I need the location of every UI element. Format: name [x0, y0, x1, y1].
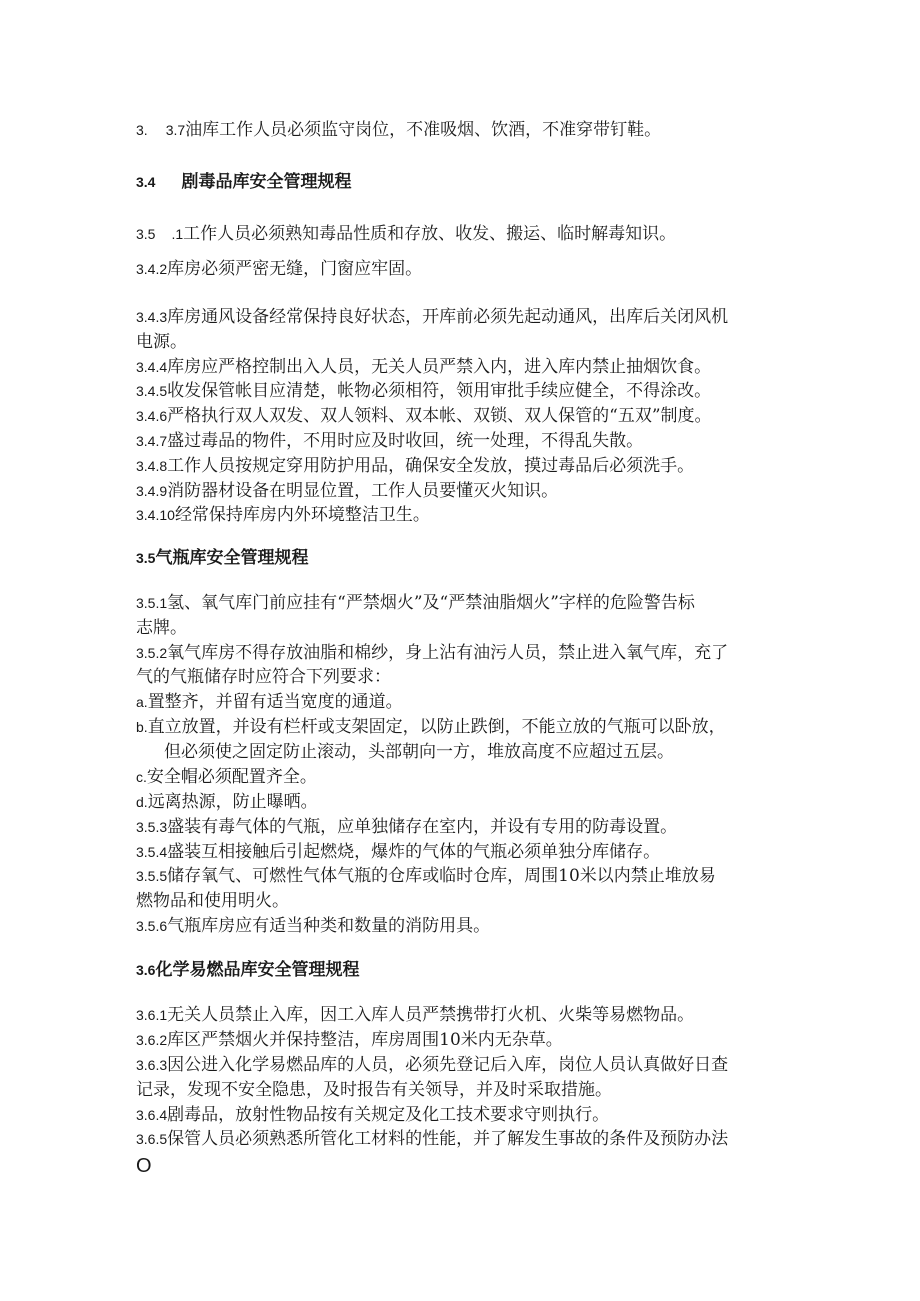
item-a: [136, 690, 796, 714]
clause-3-4-6: [136, 404, 796, 428]
section-heading-3-6: [136, 958, 796, 982]
clause-text: 氧气库房不得存放油脂和棉纱，身上沾有油污人员，禁止进入氧气库，充了: [167, 643, 729, 663]
clause-text: 库房通风设备经常保持良好状态，开库前必须先起动通风，出库后关闭风机: [167, 307, 729, 327]
clause-number: .1: [171, 226, 184, 242]
clause-number: 3.5.6: [136, 918, 168, 934]
item-letter: b.: [136, 719, 148, 735]
clause-number: 3.4.2: [136, 261, 168, 277]
clause-number: 3.5.2: [136, 645, 168, 661]
item-c: [136, 765, 796, 789]
clause-text: 储存氧气、可燃性气体气瓶的仓库或临时仓库，周围10米以内禁止堆放易: [167, 866, 716, 886]
item-d: [136, 790, 796, 814]
item-text: 远离热源，防止曝晒。: [147, 792, 318, 812]
clause-3-4-1: [136, 222, 796, 246]
clause-3-5-2: [136, 641, 796, 665]
clause-text: 严格执行双人双发、双人领料、双本帐、双锁、双人保管的“五双”制度。: [167, 406, 712, 426]
clause-3-6-4: [136, 1103, 796, 1127]
clause-3-3-7: [136, 118, 796, 142]
clause-3-5-5: [136, 864, 796, 888]
clause-number: 3.4.8: [136, 458, 168, 474]
section-number: 3.6: [136, 962, 156, 978]
item-b-continuation: 但必须使之固定防止滚动，头部朝向一方，堆放高度不应超过五层。: [164, 742, 674, 762]
clause-3-5-2-continuation: 气的气瓶储存时应符合下列要求：: [136, 667, 391, 687]
section-number: 3.4: [136, 174, 156, 190]
clause-number: 3.4.5: [136, 383, 168, 399]
item-letter: c.: [136, 769, 147, 785]
clause-3-6-5-continuation: O: [136, 1155, 152, 1177]
clause-number: 3.5.4: [136, 844, 168, 860]
clause-number: 3.5.1: [136, 595, 168, 611]
clause-number: 3.5: [136, 226, 156, 242]
clause-3-5-1: [136, 591, 796, 615]
clause-number: 3.: [136, 122, 148, 138]
clause-number: 3.4.3: [136, 309, 168, 325]
section-title: 化学易燃品库安全管理规程: [155, 960, 360, 980]
clause-number: 3.7: [165, 122, 186, 138]
clause-number: 3.5.5: [136, 868, 168, 884]
clause-3-5-6: [136, 914, 796, 938]
clause-3-6-1: [136, 1003, 796, 1027]
clause-number: 3.6.3: [136, 1057, 168, 1073]
clause-number: 3.6.4: [136, 1107, 168, 1123]
item-b: [136, 715, 796, 739]
item-letter: a.: [136, 694, 148, 710]
clause-number: 3.5.3: [136, 819, 168, 835]
clause-3-4-4: [136, 355, 796, 379]
clause-number: 3.4.6: [136, 408, 168, 424]
clause-number: 3.6.5: [136, 1131, 168, 1147]
clause-3-5-3: [136, 815, 796, 839]
item-text: 置整齐，并留有适当宽度的通道。: [147, 692, 403, 712]
clause-3-4-3-continuation: 电源。: [136, 332, 187, 352]
clause-3-5-1-continuation: 志牌。: [136, 618, 187, 638]
clause-text: 消防器材设备在明显位置，工作人员要懂灭火知识。: [167, 481, 559, 501]
clause-3-6-2: [136, 1028, 796, 1052]
clause-text: 气瓶库房应有适当种类和数量的消防用具。: [167, 916, 491, 936]
clause-text: 工作人员按规定穿用防护用品，确保安全发放，摸过毒品后必须洗手。: [167, 456, 695, 476]
clause-3-6-3-continuation: 记录，发现不安全隐患，及时报告有关领导，并及时采取措施。: [136, 1080, 612, 1100]
item-letter: d.: [136, 794, 148, 810]
item-text: 直立放置，并设有栏杆或支架固定，以防止跌倒，不能立放的气瓶可以卧放，: [147, 717, 726, 737]
clause-3-4-8: [136, 454, 796, 478]
clause-text: 收发保管帐目应清楚，帐物必须相符，领用审批手续应健全，不得涂改。: [167, 381, 712, 401]
clause-number: 3.4.7: [136, 433, 168, 449]
clause-text: 剧毒品，放射性物品按有关规定及化工技术要求守则执行。: [167, 1105, 610, 1125]
section-title: 剧毒品库安全管理规程: [181, 172, 352, 192]
clause-text: 库房必须严密无缝，门窗应牢固。: [167, 259, 423, 279]
clause-text: 库房应严格控制出入人员，无关人员严禁入内，进入库内禁止抽烟饮食。: [167, 357, 712, 377]
clause-number: 3.6.2: [136, 1032, 168, 1048]
clause-text: 盛过毒品的物件，不用时应及时收回，统一处理，不得乱失散。: [167, 431, 644, 451]
section-number: 3.5: [136, 550, 156, 566]
clause-text: 因公进入化学易燃品库的人员，必须先登记后入库，岗位人员认真做好日查: [167, 1055, 729, 1075]
clause-number: 3.4.10: [136, 507, 175, 523]
clause-text: 保管人员必须熟悉所管化工材料的性能，并了解发生事故的条件及预防办法: [167, 1129, 729, 1149]
clause-3-5-5-continuation: 燃物品和使用明火。: [136, 891, 289, 911]
clause-text: 经常保持库房内外环境整洁卫生。: [174, 505, 430, 525]
section-title: 气瓶库安全管理规程: [155, 548, 309, 568]
clause-text: 无关人员禁止入库，因工入库人员严禁携带打火机、火柴等易燃物品。: [167, 1005, 695, 1025]
clause-number: 3.4.9: [136, 483, 168, 499]
clause-number: 3.6.1: [136, 1007, 168, 1023]
clause-3-6-5: [136, 1127, 796, 1151]
clause-3-4-2: [136, 257, 796, 281]
clause-text: 盛装互相接触后引起燃烧，爆炸的气体的气瓶必须单独分库储存。: [167, 842, 661, 862]
clause-3-4-5: [136, 379, 796, 403]
section-heading-3-4: [136, 170, 796, 194]
clause-3-4-7: [136, 429, 796, 453]
clause-3-4-3: [136, 305, 796, 329]
clause-number: 3.4.4: [136, 359, 168, 375]
clause-3-6-3: [136, 1053, 796, 1077]
clause-text: 氢、氧气库门前应挂有“严禁烟火”及“严禁油脂烟火”字样的危险警告标: [167, 593, 695, 613]
clause-3-4-10: [136, 503, 796, 527]
section-heading-3-5: [136, 546, 796, 570]
clause-text: 库区严禁烟火并保持整洁，库房周围10米内无杂草。: [167, 1030, 563, 1050]
clause-text: 油库工作人员必须监守岗位，不准吸烟、饮酒，不准穿带钉鞋。: [185, 120, 662, 140]
item-text: 安全帽必须配置齐全。: [146, 767, 317, 787]
clause-3-5-4: [136, 840, 796, 864]
clause-text: 盛装有毒气体的气瓶，应单独储存在室内，并设有专用的防毒设置。: [167, 817, 678, 837]
clause-3-4-9: [136, 479, 796, 503]
clause-text: 工作人员必须熟知毒品性质和存放、收发、搬运、临时解毒知识。: [183, 224, 677, 244]
